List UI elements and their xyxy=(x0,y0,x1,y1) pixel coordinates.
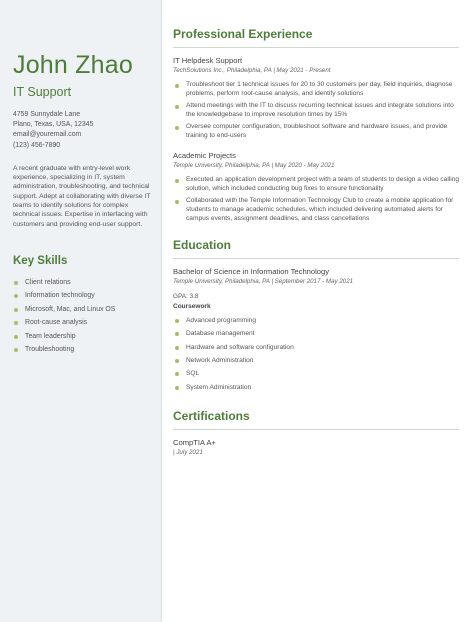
bullet-dot-icon xyxy=(14,321,18,325)
bullet-dot-icon xyxy=(175,386,179,390)
bullet-dot-icon xyxy=(175,105,179,109)
skills-list xyxy=(13,276,151,356)
course-item xyxy=(173,314,463,327)
certification-name: CompTIA A+ xyxy=(173,437,216,447)
job-entry-meta: Temple University, Philadelphia, PA | May 2020 - May 2021 xyxy=(173,162,335,170)
course-label: Network Administration xyxy=(186,357,254,365)
section-divider xyxy=(173,258,459,259)
bullet-dot-icon xyxy=(14,281,18,285)
job-bullet-text: Oversee computer configuration, troubleshoot software and hardware issues, and provide training to end-users xyxy=(186,123,448,140)
bullet-dot-icon xyxy=(14,294,18,298)
job-entry xyxy=(173,151,463,224)
job-entry-title: Academic Projects xyxy=(173,151,236,161)
education-section xyxy=(173,237,463,394)
course-item xyxy=(173,354,463,367)
job-bullet-text: Attend meetings with the IT to discuss recurring technical issues and integrate solutions into the knowledgebase to improve resolution times by 15% xyxy=(186,102,454,119)
certifications-section xyxy=(173,408,463,457)
bullet-dot-icon xyxy=(14,308,18,312)
bullet-dot-icon xyxy=(175,359,179,363)
experience-heading: Professional Experience xyxy=(173,27,313,41)
job-entry-meta: TechSolutions Inc., Philadelphia, PA | May 2021 - Present xyxy=(173,67,331,74)
bullet-dot-icon xyxy=(175,372,179,376)
contact-block xyxy=(13,110,151,151)
email-text: email@youremail.com xyxy=(13,131,82,139)
gpa-text: GPA: 3.8 xyxy=(173,293,199,301)
coursework-label: Coursework xyxy=(173,303,211,311)
job-bullets xyxy=(173,176,463,224)
course-item xyxy=(173,327,463,340)
certification-date: | July 2021 xyxy=(173,448,203,456)
bullet-dot-icon xyxy=(175,84,179,88)
bullet-dot-icon xyxy=(175,179,179,183)
education-meta: Temple University, Philadelphia, PA | September 2017 - May 2021 xyxy=(173,278,354,286)
course-label: Advanced programming xyxy=(186,317,257,325)
bullet-dot-icon xyxy=(175,200,179,204)
bullet-dot-icon xyxy=(14,335,18,339)
certifications-heading: Certifications xyxy=(173,408,250,423)
job-bullet-text: Executed an application development project with a team of students to design a video calling solution, which included conducting bug fixes to ensure functionality xyxy=(186,176,460,193)
bullet-dot-icon xyxy=(175,319,179,323)
course-label: Database management xyxy=(186,330,255,338)
course-label: System Administration xyxy=(186,383,252,391)
course-item xyxy=(173,341,463,354)
course-item xyxy=(173,367,463,380)
bullet-dot-icon xyxy=(175,126,179,130)
key-skills-heading: Key Skills xyxy=(13,254,68,267)
skill-item xyxy=(13,316,151,329)
job-title: IT Support xyxy=(13,85,72,99)
education-heading: Education xyxy=(173,238,232,253)
course-label: SQL xyxy=(186,370,200,378)
section-divider xyxy=(173,47,459,48)
sidebar xyxy=(0,0,162,622)
skill-label: Client relations xyxy=(25,278,71,286)
job-entry xyxy=(173,56,463,141)
job-bullet-text: Troubleshoot tier 1 technical issues for 20 to 30 customers per day, field inquiries, diagnose problems, perform root-cause analysis, and identify solutions xyxy=(186,81,453,97)
certification-entry xyxy=(173,438,463,457)
job-bullet xyxy=(173,123,463,141)
coursework-list xyxy=(173,314,463,394)
bullet-dot-icon xyxy=(175,346,179,350)
education-entry xyxy=(173,267,463,394)
skill-label: Troubleshooting xyxy=(25,345,75,353)
bullet-dot-icon xyxy=(14,348,18,352)
job-bullet xyxy=(173,102,463,120)
job-bullet-text: Collaborated with the Temple Information Technology Club to create a mobile application for students to manage academic schedules, which included delivering automated alerts for campus events, assignment deadlines, and class cancellations xyxy=(186,197,454,223)
candidate-name: John Zhao xyxy=(13,51,133,79)
skill-item xyxy=(13,330,151,343)
job-entry-title: IT Helpdesk Support xyxy=(173,56,243,65)
job-bullets xyxy=(173,81,463,141)
skill-item xyxy=(13,303,151,316)
phone-text: (123) 456-7890 xyxy=(13,141,61,149)
skill-label: Team leadership xyxy=(25,332,76,340)
city-line: Plano, Texas, USA, 12345 xyxy=(13,121,94,129)
skill-item xyxy=(13,343,151,356)
job-bullet xyxy=(173,176,463,194)
skill-label: Microsoft, Mac, and Linux OS xyxy=(25,305,116,313)
experience-section xyxy=(173,26,463,224)
job-bullet xyxy=(173,81,463,99)
skill-label: Root-cause analysis xyxy=(25,319,88,327)
summary-text: A recent graduate with entry-level work experience, specializing in IT, system administration, troubleshooting, and technical support. Adept at collaborating with diverse IT teams to identify solutions for complex technical issues. Expertise in interfacing with customers and providing end-user support. xyxy=(13,164,151,228)
degree-title: Bachelor of Science in Information Technology xyxy=(173,267,330,277)
main-content xyxy=(173,0,463,457)
job-bullet xyxy=(173,197,463,224)
course-item xyxy=(173,381,463,394)
section-divider xyxy=(173,429,459,430)
skill-item xyxy=(13,276,151,289)
address-line: 4759 Sunnydale Lane xyxy=(13,111,81,118)
bullet-dot-icon xyxy=(175,332,179,336)
course-label: Hardware and software configuration xyxy=(186,343,294,351)
skill-item xyxy=(13,289,151,302)
skill-label: Information technology xyxy=(25,292,95,300)
